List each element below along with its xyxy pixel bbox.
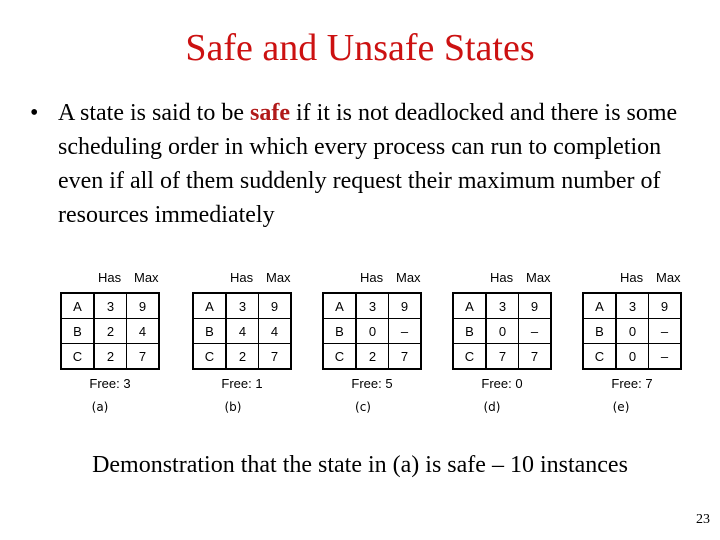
state-label: (a): [91, 400, 109, 414]
free-count: Free: 0: [481, 376, 523, 391]
has-cell: 3: [487, 294, 519, 318]
process-cell: C: [454, 344, 487, 368]
max-cell: 7: [270, 348, 279, 364]
max-cell: 7: [530, 348, 539, 364]
state-tables: [60, 270, 700, 420]
max-cell: –: [400, 323, 409, 339]
process-cell: A: [324, 294, 357, 318]
state-label: (b): [224, 400, 242, 414]
process-cell: B: [324, 319, 357, 343]
table-row: [454, 318, 550, 343]
has-cell: 4: [227, 319, 259, 343]
column-header-max: Max: [656, 270, 681, 285]
state-table-1: [192, 270, 292, 391]
table-row: [454, 294, 550, 318]
state-table-4: [582, 270, 682, 391]
column-header-has: Has: [490, 270, 514, 285]
process-cell: C: [584, 344, 617, 368]
bullet-text: [58, 96, 710, 232]
table-row: [62, 318, 158, 343]
free-count: Free: 7: [611, 376, 653, 391]
table-header: [60, 270, 160, 292]
table-row: [62, 294, 158, 318]
state-table-2: [322, 270, 422, 391]
has-cell: 3: [357, 294, 389, 318]
max-cell: 9: [400, 298, 409, 314]
max-cell: 9: [660, 298, 669, 314]
max-cell: 4: [270, 323, 279, 339]
table-row: [584, 318, 680, 343]
table-row: [454, 343, 550, 368]
process-cell: A: [62, 294, 95, 318]
process-cell: A: [194, 294, 227, 318]
process-cell: A: [584, 294, 617, 318]
max-cell: 4: [138, 323, 147, 339]
column-header-max: Max: [396, 270, 421, 285]
max-cell: –: [660, 348, 669, 364]
state-table-3: [452, 270, 552, 391]
bullet-text-before: A state is said to be: [58, 100, 250, 126]
column-header-max: Max: [266, 270, 291, 285]
has-cell: 0: [617, 344, 649, 368]
max-cell: 9: [270, 298, 279, 314]
table-row: [324, 294, 420, 318]
slide-title: Safe and Unsafe States: [185, 27, 535, 69]
state-label: (e): [612, 400, 630, 414]
process-cell: A: [454, 294, 487, 318]
process-cell: B: [454, 319, 487, 343]
resource-grid: [192, 292, 292, 370]
column-header-has: Has: [230, 270, 254, 285]
column-header-max: Max: [526, 270, 551, 285]
has-cell: 2: [357, 344, 389, 368]
process-cell: B: [584, 319, 617, 343]
table-row: [194, 343, 290, 368]
has-cell: 3: [95, 294, 127, 318]
free-count: Free: 1: [221, 376, 263, 391]
process-cell: C: [194, 344, 227, 368]
table-row: [194, 318, 290, 343]
state-label: (c): [355, 400, 371, 414]
process-cell: B: [194, 319, 227, 343]
column-header-has: Has: [620, 270, 644, 285]
state-table-0: [60, 270, 160, 391]
column-header-max: Max: [134, 270, 159, 285]
process-cell: C: [62, 344, 95, 368]
column-header-has: Has: [360, 270, 384, 285]
table-header: [452, 270, 552, 292]
max-cell: 7: [400, 348, 409, 364]
resource-grid: [582, 292, 682, 370]
bullet-marker: •: [30, 100, 39, 126]
has-cell: 7: [487, 344, 519, 368]
table-row: [324, 318, 420, 343]
max-cell: 9: [138, 298, 147, 314]
has-cell: 3: [617, 294, 649, 318]
table-row: [194, 294, 290, 318]
bullet-highlight-safe: safe: [249, 100, 290, 126]
table-header: [192, 270, 292, 292]
table-row: [584, 294, 680, 318]
max-cell: –: [660, 323, 669, 339]
bullet-point: [30, 96, 710, 232]
table-row: [62, 343, 158, 368]
bullet-text-after: if it is not deadlocked and there is some scheduling order in which every process can run to completion even if all of them suddenly request their maximum number of resources immediately: [58, 100, 678, 228]
figure-caption: Demonstration that the state in (a) is safe – 10 instances: [92, 452, 628, 478]
has-cell: 2: [227, 344, 259, 368]
max-cell: –: [530, 323, 539, 339]
free-count: Free: 3: [89, 376, 131, 391]
has-cell: 0: [487, 319, 519, 343]
state-label: (d): [483, 400, 501, 414]
table-header: [582, 270, 682, 292]
has-cell: 0: [617, 319, 649, 343]
has-cell: 3: [227, 294, 259, 318]
process-cell: C: [324, 344, 357, 368]
resource-grid: [452, 292, 552, 370]
table-row: [324, 343, 420, 368]
resource-grid: [60, 292, 160, 370]
column-header-has: Has: [98, 270, 122, 285]
has-cell: 2: [95, 319, 127, 343]
table-row: [584, 343, 680, 368]
page-number: 23: [696, 512, 710, 527]
has-cell: 2: [95, 344, 127, 368]
table-header: [322, 270, 422, 292]
process-cell: B: [62, 319, 95, 343]
max-cell: 7: [138, 348, 147, 364]
max-cell: 9: [530, 298, 539, 314]
resource-grid: [322, 292, 422, 370]
free-count: Free: 5: [351, 376, 393, 391]
has-cell: 0: [357, 319, 389, 343]
